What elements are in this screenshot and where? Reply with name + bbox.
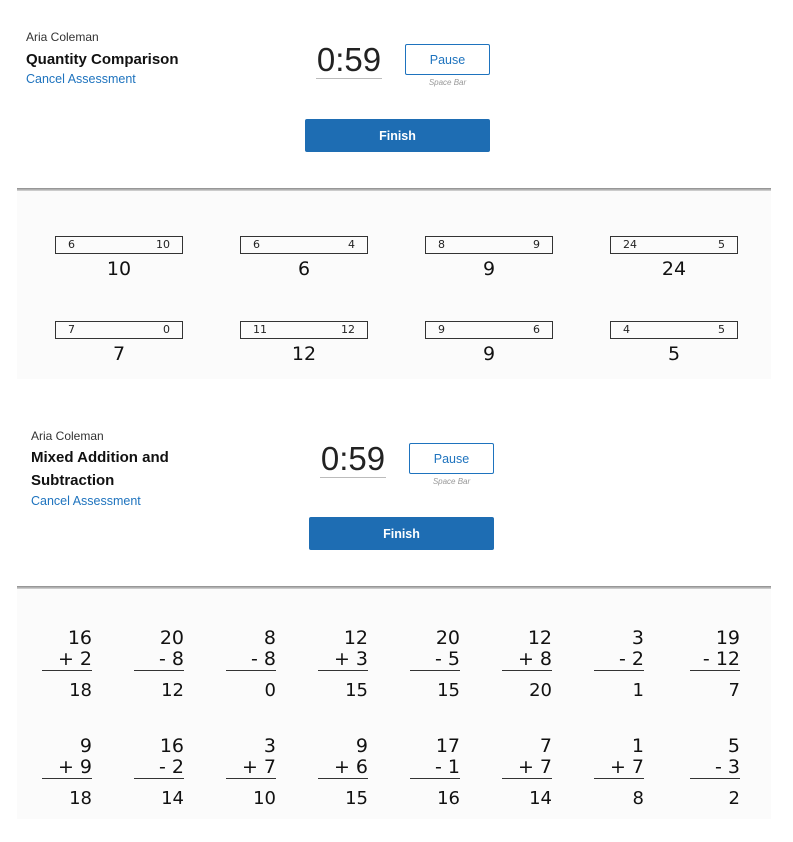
operator: +: [57, 648, 74, 670]
operand-bottom-row: [134, 757, 184, 779]
math-problem: [318, 628, 368, 701]
operand-bottom-row: [410, 649, 460, 671]
comparison-item: [425, 236, 553, 280]
pause-button[interactable]: Pause: [405, 44, 490, 75]
operand-top: 5: [727, 735, 740, 757]
assessment-title: Quantity Comparison: [26, 51, 179, 68]
operand-bottom-row: [42, 649, 92, 671]
comparison-item: [55, 321, 183, 365]
answer-input[interactable]: 20: [529, 680, 552, 701]
answer-input[interactable]: 14: [529, 788, 552, 809]
comparison-pair-box: [240, 321, 368, 339]
operand-bottom: 6: [355, 756, 368, 778]
math-problem: [410, 736, 460, 809]
cancel-assessment-link[interactable]: Cancel Assessment: [26, 72, 136, 86]
operand-bottom-row: [410, 757, 460, 779]
operator: -: [159, 756, 166, 778]
answer-input[interactable]: 7: [112, 343, 126, 365]
right-number: 5: [718, 238, 725, 251]
operand-top: 3: [631, 627, 644, 649]
operator: -: [435, 648, 442, 670]
right-number: 10: [156, 238, 170, 251]
operand-bottom: 7: [539, 756, 552, 778]
answer-input[interactable]: 15: [345, 680, 368, 701]
left-number: 6: [68, 238, 75, 251]
answer-input[interactable]: 10: [253, 788, 276, 809]
answer-input[interactable]: 5: [667, 343, 681, 365]
operand-bottom: 9: [79, 756, 92, 778]
assessment-title-line2: Subtraction: [31, 472, 115, 489]
finish-button[interactable]: Finish: [309, 517, 494, 550]
answer-input[interactable]: 16: [437, 788, 460, 809]
answer-input[interactable]: 7: [728, 680, 740, 701]
answer-input[interactable]: 0: [264, 680, 276, 701]
comparison-pair-box: [55, 321, 183, 339]
operator: +: [517, 756, 534, 778]
timer: 0:59: [320, 440, 386, 477]
answer-input[interactable]: 12: [291, 343, 317, 365]
left-number: 9: [438, 323, 445, 336]
left-number: 7: [68, 323, 75, 336]
math-problem: [134, 736, 184, 809]
answer-input[interactable]: 2: [728, 788, 740, 809]
operator: +: [57, 756, 74, 778]
operator: -: [435, 756, 442, 778]
operand-top: 9: [79, 735, 92, 757]
math-problem: [226, 736, 276, 809]
left-number: 11: [253, 323, 267, 336]
operand-bottom-row: [502, 757, 552, 779]
operator: +: [241, 756, 258, 778]
assessment-title: Mixed Addition and: [31, 449, 169, 466]
answer-input[interactable]: 24: [661, 258, 687, 280]
operator: -: [159, 648, 166, 670]
comparison-pair-box: [425, 321, 553, 339]
comparison-item: [425, 321, 553, 365]
operand-top: 7: [539, 735, 552, 757]
right-number: 5: [718, 323, 725, 336]
math-problem: [42, 736, 92, 809]
right-number: 9: [533, 238, 540, 251]
answer-input[interactable]: 9: [482, 258, 496, 280]
answer-input[interactable]: 1: [632, 680, 644, 701]
operator: +: [333, 756, 350, 778]
answer-input[interactable]: 14: [161, 788, 184, 809]
operand-bottom-row: [318, 757, 368, 779]
comparison-item: [55, 236, 183, 280]
operand-top: 16: [159, 735, 184, 757]
mixed-problems-panel: [17, 589, 771, 819]
math-problem: [42, 628, 92, 701]
operand-bottom: 1: [447, 756, 460, 778]
operand-top: 16: [67, 627, 92, 649]
operand-bottom-row: [226, 649, 276, 671]
operand-top: 17: [435, 735, 460, 757]
comparison-pair-box: [55, 236, 183, 254]
student-name: Aria Coleman: [31, 429, 104, 443]
operand-bottom: 8: [171, 648, 184, 670]
comparison-pair-box: [425, 236, 553, 254]
comparison-item: [610, 236, 738, 280]
operator: +: [609, 756, 626, 778]
operand-top: 20: [435, 627, 460, 649]
cancel-assessment-link[interactable]: Cancel Assessment: [31, 494, 141, 508]
operand-bottom: 7: [263, 756, 276, 778]
operand-top: 20: [159, 627, 184, 649]
math-problem: [226, 628, 276, 701]
operand-bottom: 2: [631, 648, 644, 670]
right-number: 4: [348, 238, 355, 251]
answer-input[interactable]: 18: [69, 788, 92, 809]
math-problem: [410, 628, 460, 701]
answer-input[interactable]: 15: [345, 788, 368, 809]
pause-button[interactable]: Pause: [409, 443, 494, 474]
operand-bottom-row: [594, 649, 644, 671]
operator: -: [715, 756, 722, 778]
operand-bottom: 3: [355, 648, 368, 670]
operator: -: [619, 648, 626, 670]
math-problem: [318, 736, 368, 809]
right-number: 0: [163, 323, 170, 336]
operand-bottom-row: [502, 649, 552, 671]
operand-bottom: 2: [79, 648, 92, 670]
operand-top: 9: [355, 735, 368, 757]
answer-input[interactable]: 18: [69, 680, 92, 701]
answer-input[interactable]: 10: [106, 258, 132, 280]
operator: -: [702, 648, 710, 670]
math-problem: [134, 628, 184, 701]
operand-top: 12: [343, 627, 368, 649]
operand-top: 8: [263, 627, 276, 649]
math-problem: [502, 628, 552, 701]
operator: +: [517, 648, 534, 670]
math-problem: [594, 628, 644, 701]
comparison-item: [240, 321, 368, 365]
operand-bottom: 12: [715, 648, 740, 670]
math-problem: [690, 628, 740, 701]
operator: +: [333, 648, 350, 670]
operand-bottom: 8: [539, 648, 552, 670]
operand-bottom: 5: [447, 648, 460, 670]
operand-top: 1: [631, 735, 644, 757]
math-problem: [690, 736, 740, 809]
operand-bottom-row: [226, 757, 276, 779]
operand-bottom-row: [690, 757, 740, 779]
operand-bottom-row: [690, 649, 740, 671]
pause-hint: Space Bar: [428, 78, 467, 87]
left-number: 8: [438, 238, 445, 251]
math-problem: [594, 736, 644, 809]
operand-bottom: 7: [631, 756, 644, 778]
comparison-item: [240, 236, 368, 280]
answer-input[interactable]: 15: [437, 680, 460, 701]
math-problem: [502, 736, 552, 809]
left-number: 4: [623, 323, 630, 336]
operand-top: 19: [715, 627, 740, 649]
operand-bottom: 3: [727, 756, 740, 778]
operand-top: 12: [527, 627, 552, 649]
comparison-item: [610, 321, 738, 365]
operand-bottom-row: [42, 757, 92, 779]
finish-button[interactable]: Finish: [305, 119, 490, 152]
operand-bottom: 2: [171, 756, 184, 778]
operand-top: 3: [263, 735, 276, 757]
left-number: 24: [623, 238, 637, 251]
operand-bottom-row: [318, 649, 368, 671]
answer-input[interactable]: 6: [297, 258, 311, 280]
comparison-pair-box: [240, 236, 368, 254]
right-number: 12: [341, 323, 355, 336]
right-number: 6: [533, 323, 540, 336]
comparison-pair-box: [610, 321, 738, 339]
student-name: Aria Coleman: [26, 30, 99, 44]
answer-input[interactable]: 9: [482, 343, 496, 365]
operand-bottom-row: [134, 649, 184, 671]
comparison-pair-box: [610, 236, 738, 254]
operand-bottom-row: [594, 757, 644, 779]
operator: -: [251, 648, 258, 670]
pause-hint: Space Bar: [432, 477, 471, 486]
timer: 0:59: [316, 41, 382, 78]
operand-bottom: 8: [263, 648, 276, 670]
answer-input[interactable]: 12: [161, 680, 184, 701]
answer-input[interactable]: 8: [632, 788, 644, 809]
left-number: 6: [253, 238, 260, 251]
